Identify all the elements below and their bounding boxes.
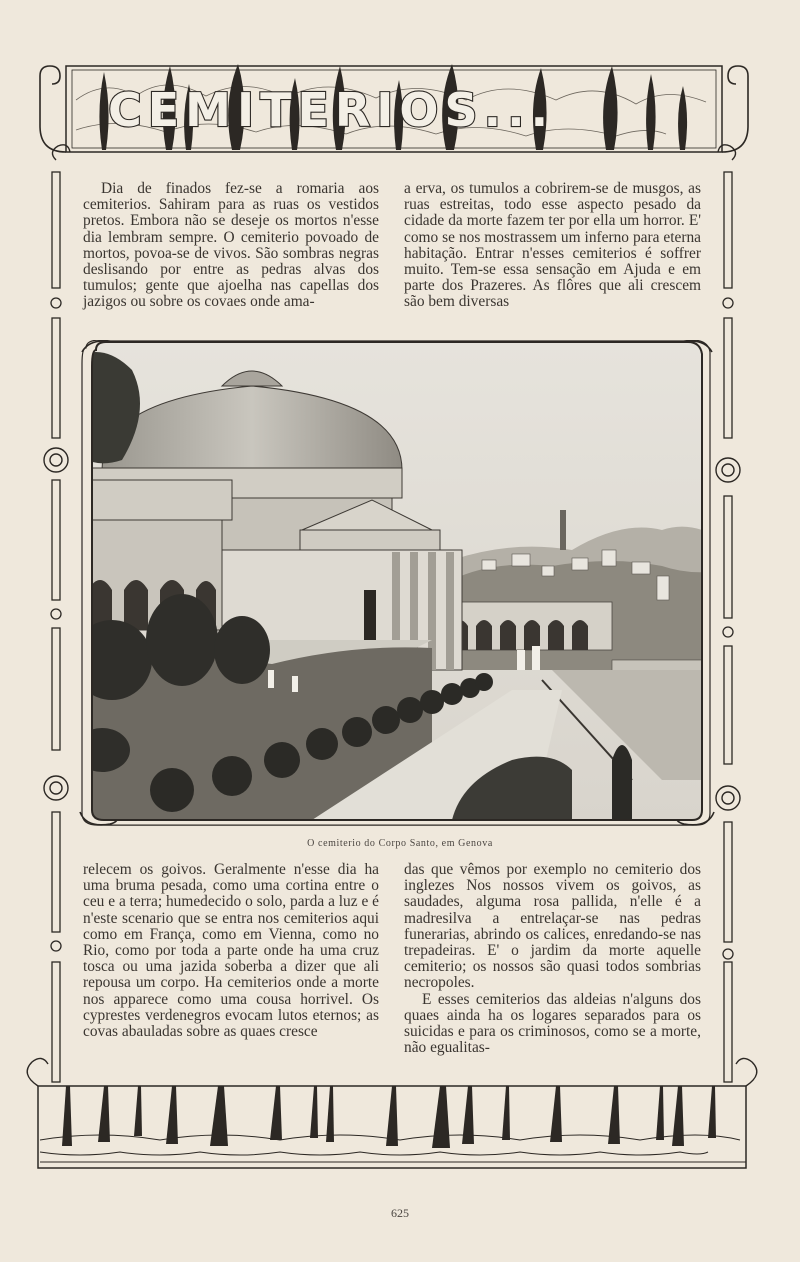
page-number: 625: [391, 1206, 409, 1220]
page-title: CEMITERIOS...: [108, 83, 555, 137]
photograph: [72, 340, 722, 828]
article-paragraph: das que vêmos por exemplo no cemiterio dos inglezes Nos nossos vivem os goivos, as saudades, alguma rosa pallida, n'elle é a madresilva a entrelaçar-se nas pedras funerarias, abrindo os calices, enredando-se nas trepadeiras. E' o jardim da morte aquelle cemiterio; os nossos são quasi todos sombrias necropoles.: [404, 861, 701, 992]
article-column-bottom-right: [404, 862, 701, 1056]
article-column-bottom-left: [83, 862, 379, 1040]
article-column-top-right: [404, 181, 701, 311]
cemetery-photo: [72, 340, 722, 828]
photo-caption: O cemiterio do Corpo Santo, em Genova: [307, 838, 493, 849]
article-paragraph: E esses cemiterios das aldeias n'alguns dos quaes ainda ha os logares separados para os suicidas e para os criminosos, como se a morte, não egualitas-: [404, 990, 701, 1057]
article-column-top-left: [83, 181, 379, 311]
article-paragraph: a erva, os tumulos a cobrirem-se de musgos, as ruas estreitas, todo esse aspecto pesado da cidade da morte fazem ter por ella um horror. E' como se nos mostrassem um inferno para eterna habitação. Entrar n'esses cemiterios é soffrer muito. Tem-se essa sensação em Ajuda e em parte dos Prazeres. As flôres que ali crescem são bem diversas: [404, 180, 701, 311]
article-paragraph: Dia de finados fez-se a romaria aos cemiterios. Sahiram para as ruas os vestidos pretos. Embora não se deseje os mortos n'esse dia lembram sempre. O cemiterio povoado de mortos, povoa-se de vivos. São sombras negras deslisando por entre as pedras alvas dos tumulos; gente que ajoelha nas capellas dos jazigos ou sobre os covaes onde ama-: [83, 180, 379, 311]
article-paragraph: relecem os goivos. Geralmente n'esse dia ha uma bruma pesada, como uma cortina entre o ceu e a terra; humedecido o solo, parda a luz e é n'este scenario que se entra nos cemiterios aqui como em França, como em Vienna, como no Rio, como por toda a parte onde ha uma cruz tosca ou uma jazida soberba a dizer que ali repousa um corpo. Ha cemiterios onde a morte nos apparece como uma cousa horrivel. Os cyprestes verdenegros evocam lutos eternos; as covas abauladas sobre as quaes cresce: [83, 861, 379, 1041]
